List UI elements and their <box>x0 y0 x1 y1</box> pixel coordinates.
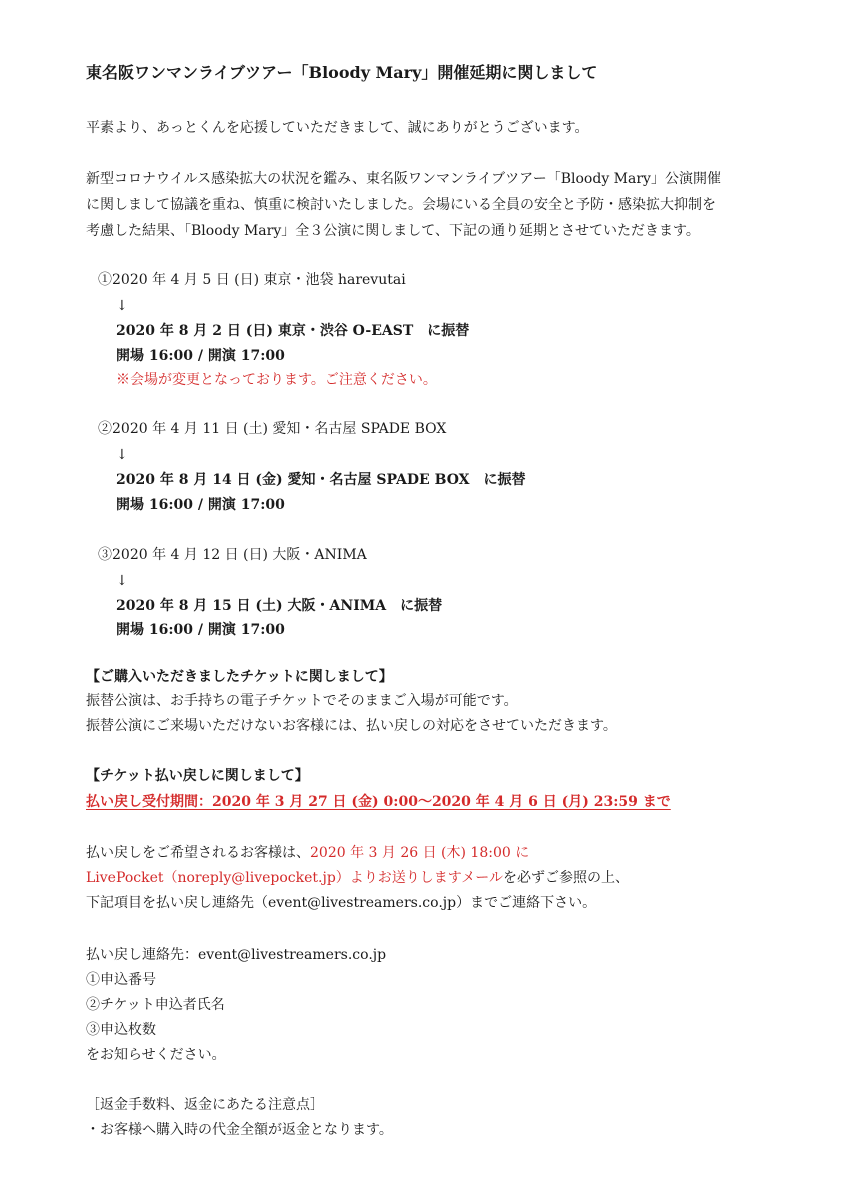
refund-contact: 払い戻し連絡先：event@livestreamers.co.jp <box>86 947 387 963</box>
refund-closing: をお知らせください。 <box>86 1047 226 1063</box>
email-send-datetime: 2020 年 3 月 26 日 (木) 18:00 に <box>310 845 530 861</box>
refund-instruction-line-3: 下記項目を払い戻し連絡先（event@livestreamers.co.jp）までご連絡下さい。 <box>86 895 597 911</box>
refund-instruction-line-1 <box>86 843 529 863</box>
livepocket-email-reference: LivePocket（noreply@livepocket.jp）よりお送りしますメール <box>86 870 503 886</box>
refund-item: ③申込枚数 <box>86 1022 156 1038</box>
refund-instruction-text: 払い戻しをご希望されるお客様は、 <box>86 845 310 861</box>
show-1-original: ①2020 年 4 月 5 日 (日) 東京・池袋 harevutai <box>98 272 406 288</box>
fees-section-heading: ［返金手数料、返金にあたる注意点］ <box>86 1097 324 1113</box>
greeting: 平素より、あっとくんを応援していただきまして、誠にありがとうございます。 <box>86 120 589 136</box>
intro-line-3: 考慮した結果、「Bloody Mary」全３公演に関しまして、下記の通り延期とさせていただきます。 <box>86 223 700 239</box>
show-1-venue-change-note: ※会場が変更となっております。ご注意ください。 <box>116 372 437 388</box>
refund-item: ①申込番号 <box>86 972 156 988</box>
show-1-new-date: 2020 年 8 月 2 日 (日) 東京・渋谷 O-EAST に振替 <box>116 323 470 339</box>
fees-section-line: ・お客様へ購入時の代金全額が返金となります。 <box>86 1122 393 1138</box>
down-arrow-icon: ↓ <box>116 573 128 589</box>
show-3-times: 開場 16:00 / 開演 17:00 <box>116 622 285 638</box>
show-2-new-date: 2020 年 8 月 14 日 (金) 愛知・名古屋 SPADE BOX に振替 <box>116 472 526 488</box>
page-title: 東名阪ワンマンライブツアー「Bloody Mary」開催延期に関しまして <box>86 63 598 82</box>
ticket-section-line-1: 振替公演は、お手持ちの電子チケットでそのままご入場が可能です。 <box>86 693 518 709</box>
ticket-section-line-2: 振替公演にご来場いただけないお客様には、払い戻しの対応をさせていただきます。 <box>86 718 617 734</box>
refund-instruction-text: を必ずご参照の上、 <box>502 870 629 886</box>
ticket-section-heading: 【ご購入いただきましたチケットに関しまして】 <box>86 669 393 685</box>
show-2-original: ②2020 年 4 月 11 日 (土) 愛知・名古屋 SPADE BOX <box>98 421 447 437</box>
show-3-original: ③2020 年 4 月 12 日 (日) 大阪・ANIMA <box>98 547 367 563</box>
down-arrow-icon: ↓ <box>116 447 128 463</box>
down-arrow-icon: ↓ <box>116 298 128 314</box>
intro-line-2: に関しまして協議を重ね、慎重に検討いたしました。会場にいる全員の安全と予防・感染拡大抑制を <box>86 197 716 213</box>
refund-item: ②チケット申込者氏名 <box>86 997 225 1013</box>
intro-line-1: 新型コロナウイルス感染拡大の状況を鑑み、東名阪ワンマンライブツアー「Bloody Mary」公演開催 <box>86 171 721 187</box>
show-3-new-date: 2020 年 8 月 15 日 (土) 大阪・ANIMA に振替 <box>116 598 443 614</box>
refund-section-heading: 【チケット払い戻しに関しまして】 <box>86 768 309 784</box>
refund-period: 払い戻し受付期間：2020 年 3 月 27 日 (金) 0:00〜2020 年 4 月 6 日 (月) 23:59 まで <box>86 794 671 810</box>
refund-instruction-line-2 <box>86 868 629 888</box>
show-2-times: 開場 16:00 / 開演 17:00 <box>116 497 285 513</box>
show-1-times: 開場 16:00 / 開演 17:00 <box>116 348 285 364</box>
